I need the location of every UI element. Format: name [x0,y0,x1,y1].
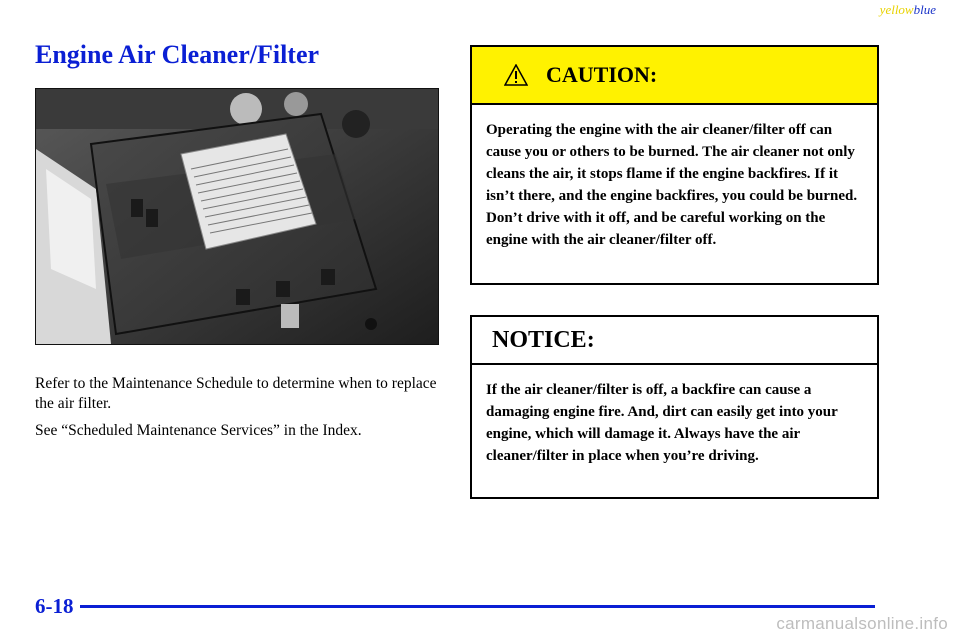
maintenance-paragraph: Refer to the Maintenance Schedule to determine when to replace the air filter. [35,375,437,412]
notice-text: If the air cleaner/filter is off, a backfire can cause a damaging engine fire. And, dirt can easily get into your engine, which will damage it. Always have the air cleaner/filter in place when you’re driving. [486,382,838,464]
air-cleaner-photo [35,88,439,345]
document-color-tag [880,2,936,18]
notice-box [470,315,879,499]
footer-rule [80,605,875,608]
tag-yellow: yellow [879,2,914,17]
warning-triangle-icon [504,64,528,86]
caution-box [470,45,879,285]
page-title: Engine Air Cleaner/Filter [35,40,320,69]
page-number: 6-18 [35,594,74,618]
caution-label: CAUTION: [546,62,658,87]
caution-header [472,47,877,105]
tag-blue: blue [913,2,936,17]
notice-header [472,317,877,365]
watermark: carmanualsonline.info [776,614,948,633]
caution-text: Operating the engine with the air cleaner/filter off can cause you or others to be burned. The air cleaner not only cleans the air, it stops flame if the engine backfires. If it isn’t there, and the engine backfires, you could be burned. Don’t drive with it off, and be careful working on the engine with the air cleaner/filter off. [486,122,858,248]
index-reference-paragraph: See “Scheduled Maintenance Services” in the Index. [35,422,362,439]
notice-label: NOTICE: [492,326,595,353]
